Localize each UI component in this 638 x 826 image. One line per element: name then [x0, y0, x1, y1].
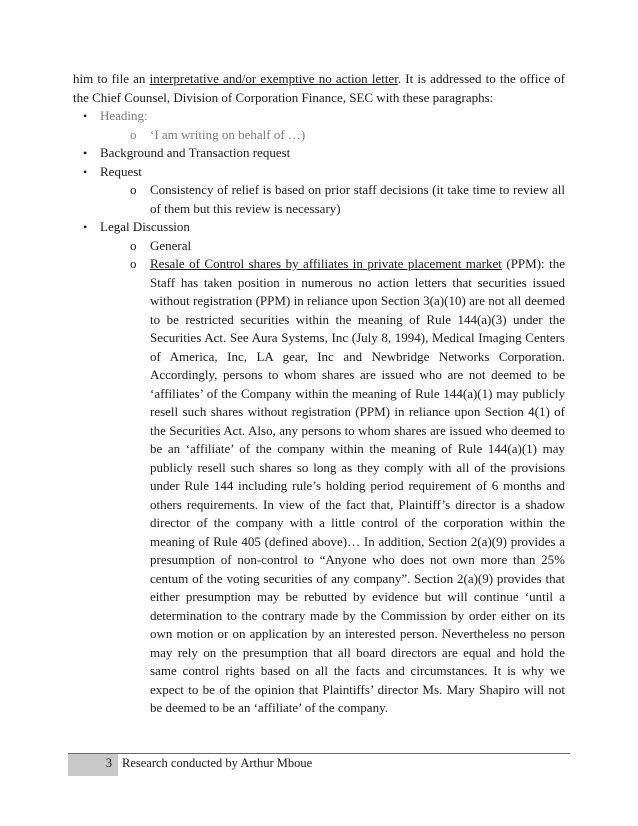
- bullet-icon: •: [83, 146, 88, 160]
- sub-bullet-icon: o: [130, 126, 137, 142]
- sub-bullet-icon: o: [130, 256, 137, 271]
- heading-sublist: [100, 126, 565, 145]
- sub-bullet-icon: o: [130, 237, 137, 253]
- sub-item-request: [100, 181, 565, 218]
- intro-before: him to file an: [73, 71, 150, 86]
- footer-text: Research conducted by Arthur Mboue: [122, 756, 313, 770]
- heading-label: Heading:: [100, 108, 148, 123]
- document-body: [73, 70, 565, 718]
- resale-title: Resale of Control shares by affiliates in private placement market: [150, 256, 502, 271]
- heading-sub-text: ‘I am writing on behalf of …): [150, 126, 306, 142]
- list-item-request: [73, 163, 565, 219]
- sub-item-heading: [100, 126, 565, 145]
- list-item-legal: [73, 218, 565, 718]
- no-action-letter-link: interpretative and/or exemptive no action letter: [149, 71, 398, 86]
- request-label: Request: [100, 163, 142, 179]
- sub-bullet-icon: o: [130, 182, 137, 197]
- bullet-icon: •: [83, 164, 88, 179]
- legal-label: Legal Discussion: [100, 219, 190, 234]
- background-label: Background and Transaction request: [100, 145, 291, 160]
- intro-after: . It is addressed to the office of the Chief Counsel, Division of Corporation Finance, SEC with these paragraphs:: [73, 71, 565, 105]
- page-number: 3: [105, 756, 112, 770]
- bullet-icon: •: [83, 109, 88, 123]
- bullet-icon: •: [83, 220, 88, 234]
- sub-item-resale: [100, 255, 565, 718]
- resale-body: (PPM): the Staff has taken position in numerous no action letters that securities issued without registration (PPM) in reliance upon Section 3(a)(10) are not all deemed to be restricted securities within the meaning of Rule 144(a)(3) under the Securities Act. See Aura Systems, Inc (July 8, 1994), Medical Imaging Centers of America, Inc, LA gear, Inc and Newbridge Networks Corporation. Accordingly, persons to whom shares are issued who are not deemed to be ‘affiliates’ of the Company within the meaning of Rule 144(a)(1) may publicly resell such shares without registration (PPM) in reliance upon Section 4(1) of the Securities Act. Also, any persons to whom shares are issued who deemed to be an ‘affiliate’ of the company within the meaning of Rule 144(a)(1) may publicly resell such shares so long as they comply with all of the provisions under Rule 144 including rule’s holding period requirement of 6 months and others requirements. In view of the fact that, Plaintiff’s director is a shadow director of the company with a little control of the corporation within the meaning of Rule 405 (defined above)… In addition, Section 2(a)(9) provides a presumption of non-control to “Anyone who does not own more than 25% centum of the voting securities of any company”. Section 2(a)(9) provides that either presumption may be rebutted by evidence but will continue ‘until a determination to the contrary made by the Commission by order either on its own motion or on application by an interested person. Nevertheless no person may rely on the presumption that all board directors are equal and hold the same control rights based on all the facts and circumstances. It is why we expect to be of the opinion that Plaintiffs’ director Ms. Mary Shapiro will not be deemed to be an ‘affiliate’ of the company.: [150, 256, 566, 715]
- general-text: General: [150, 237, 192, 253]
- request-sub-text: Consistency of relief is based on prior staff decisions (it take time to review all of them but this review is necessary): [150, 182, 565, 216]
- paragraph-list: [73, 107, 565, 718]
- intro-paragraph: [73, 70, 565, 107]
- list-item-heading: [73, 107, 565, 144]
- legal-sublist: [100, 237, 565, 718]
- request-sublist: [100, 181, 565, 218]
- list-item-background: [73, 144, 565, 163]
- footer-rule: [68, 753, 570, 754]
- sub-item-general: [100, 237, 565, 256]
